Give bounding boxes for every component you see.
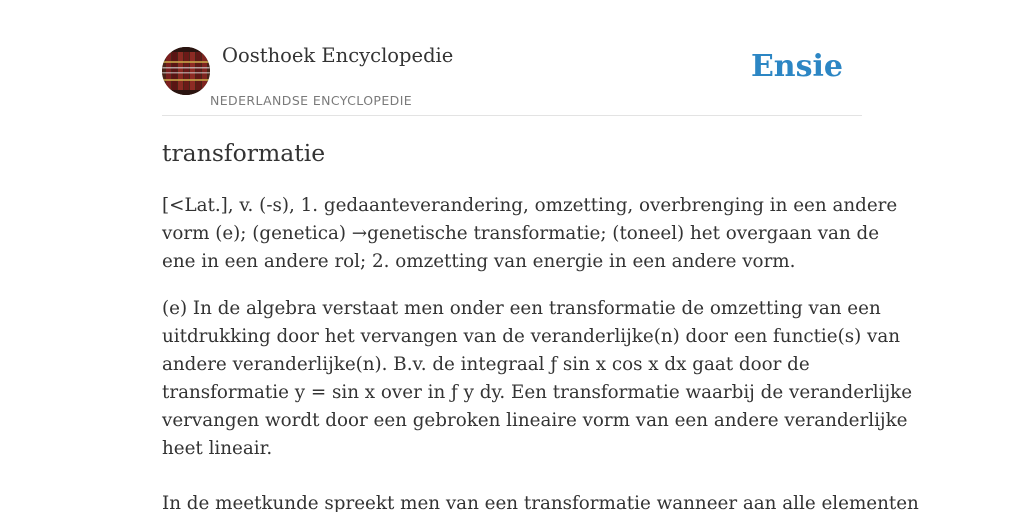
brand-logo-link[interactable]: Ensie bbox=[750, 49, 843, 84]
paragraph-line: transformatie y = sin x over in ƒ y dy. Een transformatie waarbij de veranderlijke bbox=[162, 382, 913, 403]
entry-paragraph-1 bbox=[162, 192, 898, 276]
entry-paragraph-2 bbox=[162, 295, 913, 463]
site-header bbox=[162, 0, 862, 116]
paragraph-line: heet lineair. bbox=[162, 438, 273, 459]
entry-title: transformatie bbox=[162, 139, 326, 167]
entry-paragraph-3: In de meetkunde spreekt men van een transformatie wanneer aan alle elementen bbox=[162, 493, 919, 512]
paragraph-line: uitdrukking door het vervangen van de veranderlijke(n) door een functie(s) van bbox=[162, 326, 901, 347]
paragraph-line: [<Lat.], v. (-s), 1. gedaanteverandering, omzetting, overbrenging in een andere bbox=[162, 195, 898, 216]
paragraph-line: ene in een andere rol; 2. omzetting van energie in een andere vorm. bbox=[162, 251, 796, 272]
paragraph-line: vorm (e); (genetica) →genetische transformatie; (toneel) het overgaan van de bbox=[162, 223, 880, 244]
paragraph-line: (e) In de algebra verstaat men onder een transformatie de omzetting van een bbox=[162, 298, 881, 319]
book-spines-icon[interactable] bbox=[162, 47, 210, 95]
site-subtitle: NEDERLANDSE ENCYCLOPEDIE bbox=[210, 93, 413, 108]
site-title[interactable]: Oosthoek Encyclopedie bbox=[222, 44, 454, 67]
page-container bbox=[162, 0, 919, 512]
paragraph-line: andere veranderlijke(n). B.v. de integraal ƒ sin x cos x dx gaat door de bbox=[162, 354, 810, 375]
paragraph-line: vervangen wordt door een gebroken lineaire vorm van een andere veranderlijke bbox=[162, 410, 908, 431]
